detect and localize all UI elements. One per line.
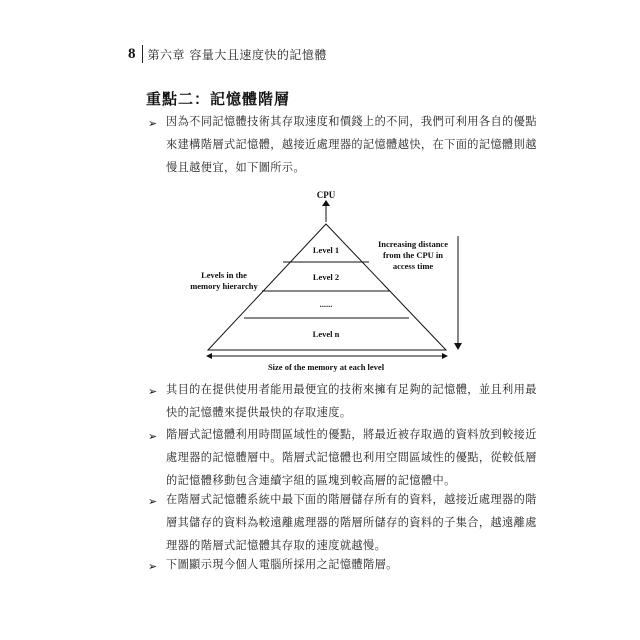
left-label-line: memory hierarchy — [190, 281, 258, 291]
paragraph-line: 的記憶體移動包含連續字組的區塊到較高層的記憶體中。 — [166, 474, 456, 487]
paragraph-line: 來建構階層式記憶體，越接近處理器的記憶體越快，在下面的記憶體則越 — [166, 138, 537, 151]
paragraph-5 — [166, 553, 510, 576]
bullet-arrow-icon: ➢ — [148, 385, 158, 398]
right-label-line: Increasing distance — [378, 239, 448, 249]
paragraph-line: 層其儲存的資料為較遠離處理器的階層所儲存的資料的子集合，越遠離處 — [166, 516, 537, 529]
paragraph-4 — [166, 488, 537, 557]
paragraph-line: 快的記憶體來提供最快的存取速度。 — [166, 406, 352, 419]
bullet-arrow-icon: ➢ — [148, 495, 158, 508]
paragraph-line: 理器的階層式記憶體其存取的速度就越慢。 — [166, 539, 387, 552]
bottom-label: Size of the memory at each level — [267, 362, 385, 372]
paragraph-line: 因為不同記憶體技術其存取速度和價錢上的不同，我們可利用各自的優點 — [166, 115, 537, 128]
paragraph-line: 在階層式記憶體系統中最下面的階層儲存所有的資料，越接近處理器的階 — [166, 493, 537, 506]
level-n-label: Level n — [312, 329, 340, 339]
page-number: 8 — [128, 45, 136, 62]
paragraph-line: 下圖顯示現今個人電腦所採用之記憶體階層。 — [166, 558, 398, 571]
paragraph-2 — [166, 378, 537, 424]
section-title: 重點二：記憶體階層 — [146, 90, 291, 108]
distance-arrow-icon — [454, 343, 462, 350]
bullet-arrow-icon: ➢ — [148, 560, 158, 573]
size-arrow-right-icon — [442, 353, 448, 359]
level-2-label: Level 2 — [312, 272, 340, 282]
cpu-arrow-icon — [322, 200, 330, 206]
right-label-line: from the CPU in — [382, 250, 444, 260]
level-ellipsis-label: ...... — [319, 299, 333, 309]
bullet-arrow-icon: ➢ — [148, 117, 158, 130]
left-label-line: Levels in the — [201, 270, 247, 280]
level-1-label: Level 1 — [312, 245, 340, 255]
cpu-label: CPU — [316, 190, 336, 200]
paragraph-line: 慢且越便宜，如下圖所示。 — [166, 161, 306, 174]
right-label-line: access time — [392, 261, 434, 271]
paragraph-line: 其目的在提供使用者能用最便宜的技術來擁有足夠的記憶體，並且利用最 — [166, 383, 537, 396]
paragraph-line: 處理器的記憶體層中。階層式記憶體也利用空間區域性的優點，從較低層 — [166, 451, 537, 464]
chapter-title: 第六章 容量大且速度快的記憶體 — [147, 47, 327, 62]
bullet-arrow-icon: ➢ — [148, 430, 158, 443]
paragraph-3 — [166, 423, 537, 492]
size-arrow-left-icon — [206, 353, 212, 359]
paragraph-line: 階層式記憶體利用時間區域性的優點，將最近被存取過的資料放到較接近 — [166, 428, 537, 441]
